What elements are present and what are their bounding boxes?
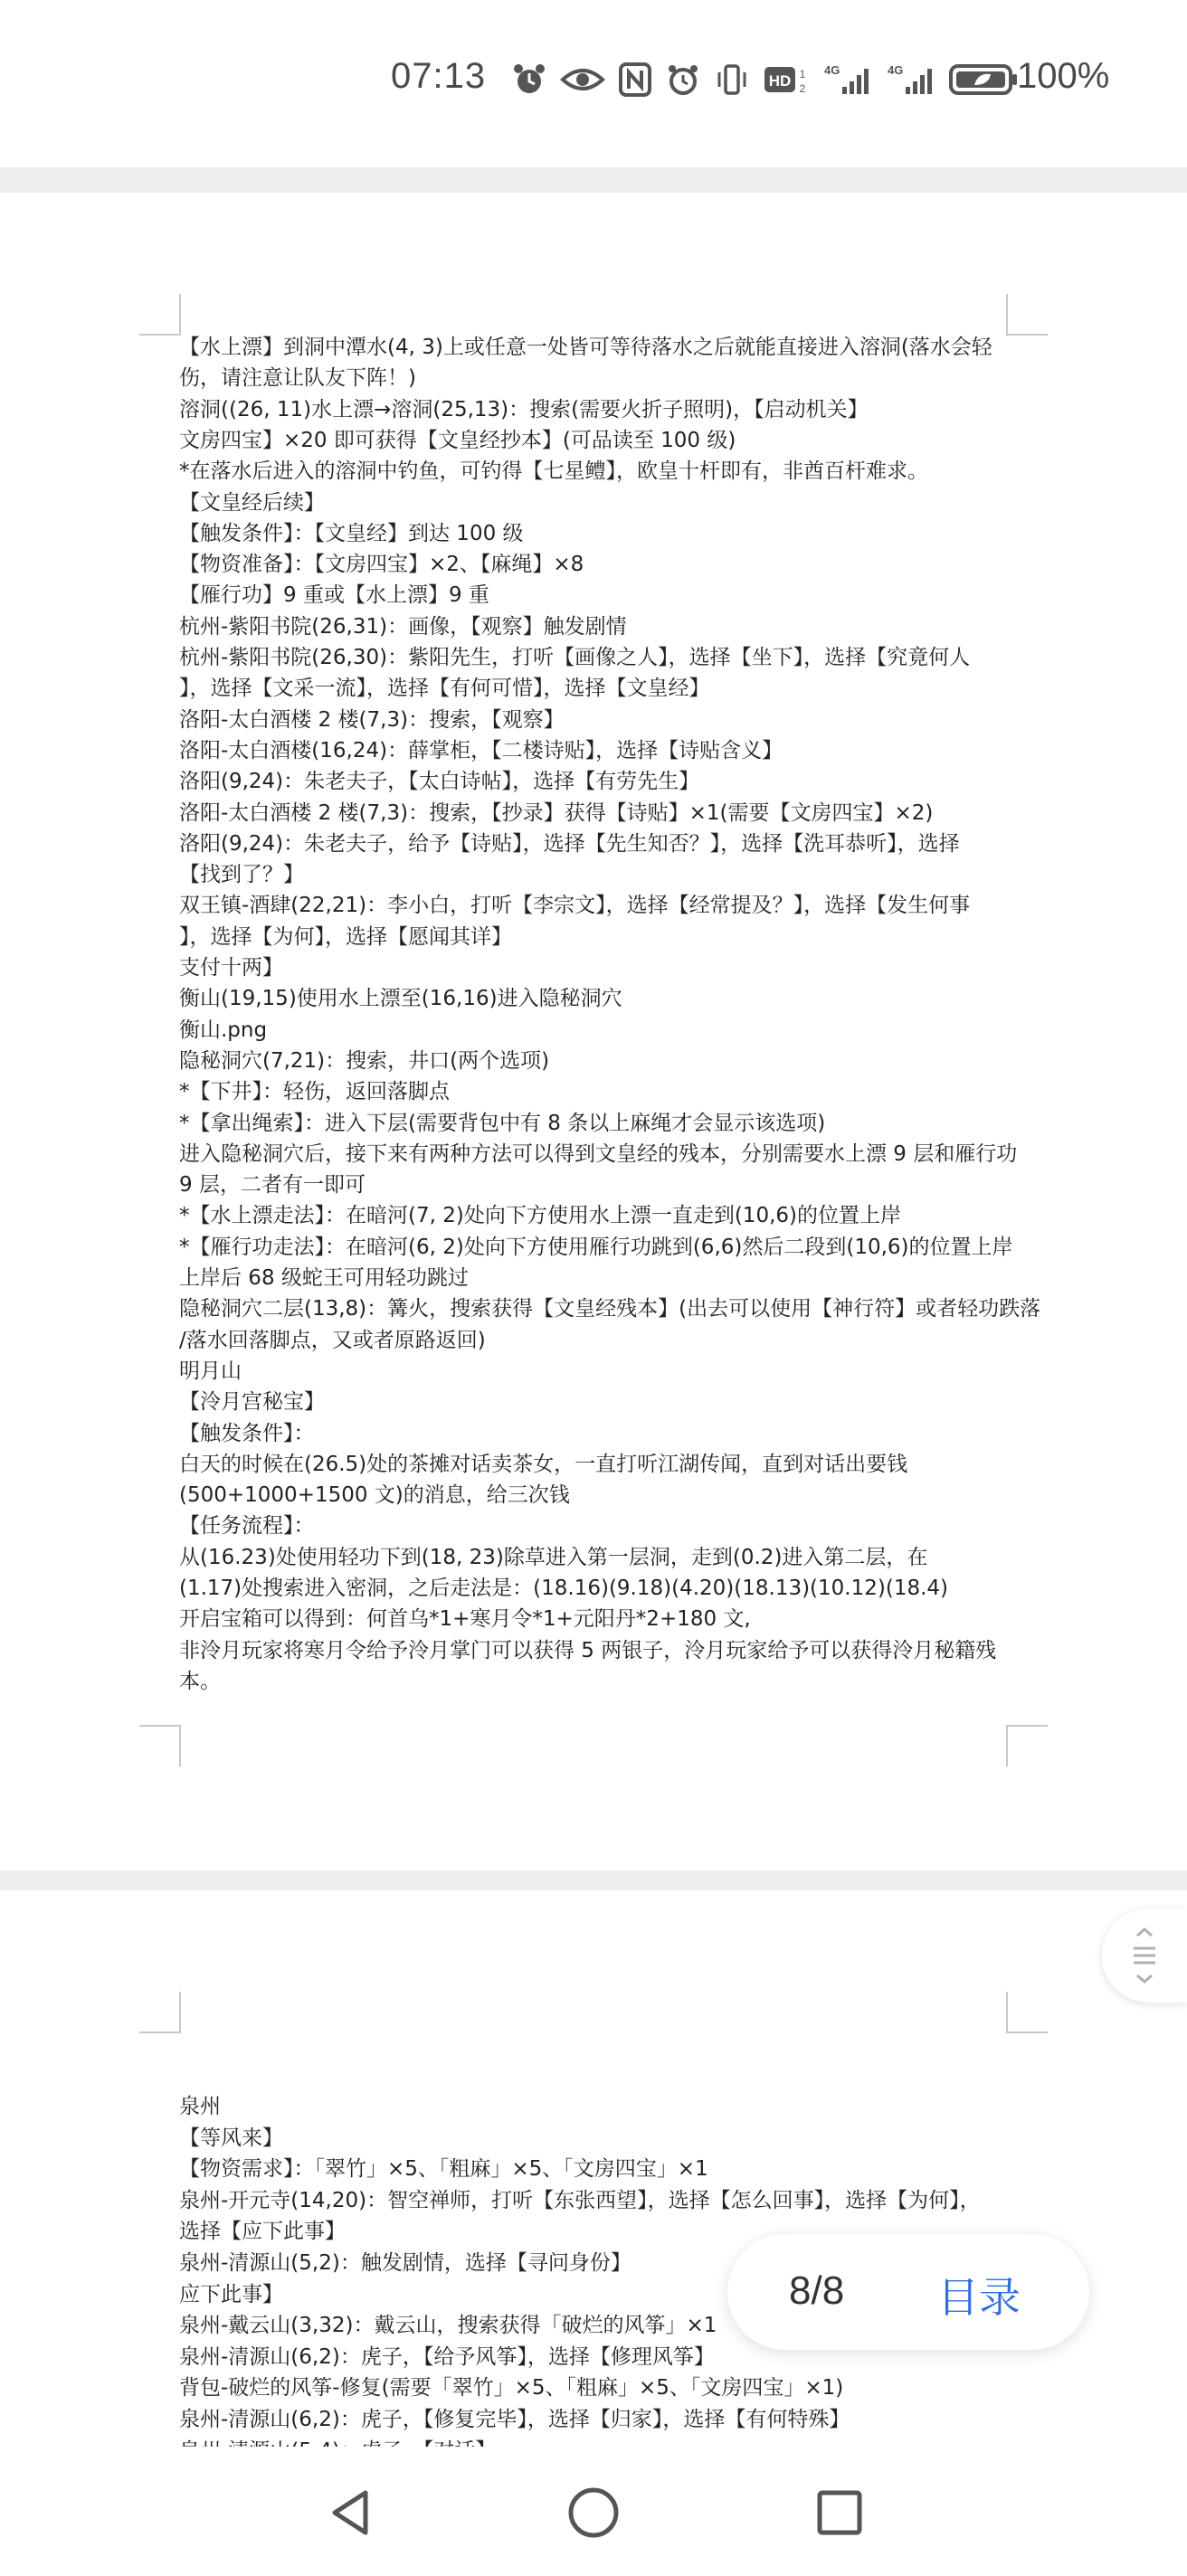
document-line: (500+1000+1500 文)的消息，给三次钱 — [179, 1483, 570, 1508]
document-line: 】，选择【文采一流】，选择【有何可惜】，选择【文皇经】 — [179, 677, 710, 701]
recents-icon — [814, 2487, 865, 2538]
page-indicator[interactable]: 8/8 — [789, 2268, 845, 2313]
page-corner-mark — [139, 1725, 181, 1766]
signal-4g-icon — [822, 62, 873, 98]
page-corner-mark — [1006, 1725, 1048, 1766]
document-line: 泉州-清源山(6,2)：虎子，【给予风筝】，选择【修理风筝】 — [179, 2344, 715, 2369]
document-line: 【触发条件】：【文皇经】到达 100 级 — [179, 521, 524, 545]
document-line: 非泠月玩家将寒月令给予泠月掌门可以获得 5 两银子，泠月玩家给予可以获得泠月秘籍残 — [179, 1638, 997, 1662]
document-line: 隐秘洞穴二层(13,8)：篝火，搜索获得【文皇经残本】(出去可以使用【神行符】或者轻功跌落 — [179, 1297, 1041, 1321]
document-line: 伤，请注意让队友下阵！) — [179, 366, 416, 391]
document-line: 支付十两】 — [179, 956, 283, 980]
signal-4g-icon — [886, 62, 936, 98]
document-line: 【等风来】 — [179, 2126, 283, 2150]
page-corner-mark — [139, 294, 181, 336]
document-line: 双王镇-酒肆(22,21)：李小白，打听【李宗文】，选择【经常提及？】，选择【发生何事 — [179, 894, 971, 918]
document-line: 【物资需求】：「翠竹」×5、「粗麻」×5、「文房四宝」×1 — [179, 2157, 708, 2182]
document-line: 进入隐秘洞穴后，接下来有两种方法可以得到文皇经的残本，分别需要水上漂 9 层和雁行功 — [179, 1141, 1018, 1166]
document-line: 洛阳-太白酒楼 2 楼(7,3)：搜索，【观察】 — [179, 707, 565, 732]
document-line: 隐秘洞穴(7,21)：搜索，井口(两个选项) — [179, 1048, 550, 1073]
document-line: *【雁行功走法】：在暗河(6, 2)处向下方使用雁行功跳到(6,6)然后二段到(10,6)的位置上岸 — [179, 1235, 1013, 1259]
document-line: *【下井】：轻伤，返回落脚点 — [179, 1080, 450, 1104]
document-line: 本。 — [179, 1669, 221, 1693]
document-line: 选择【应下此事】 — [179, 2220, 346, 2244]
status-bar — [0, 0, 1187, 167]
page-gap — [0, 167, 1187, 193]
document-line: 衡山(19,15)使用水上漂至(16,16)进入隐秘洞穴 — [179, 987, 622, 1011]
document-line: 【找到了？】 — [179, 863, 304, 887]
document-line: 泉州-清源山(6,2)：虎子，【修复完毕】，选择【归家】，选择【有何特殊】 — [179, 2408, 850, 2431]
home-button[interactable] — [559, 2478, 628, 2547]
svg-text:1: 1 — [799, 68, 806, 80]
alarm-clock-icon — [665, 62, 701, 98]
svg-text:2: 2 — [799, 82, 806, 95]
document-line: /落水回落脚点，又或者原路返回) — [179, 1328, 486, 1352]
document-line: 白天的时候在(26.5)处的茶摊对话卖茶女，一直打听江湖传闻，直到对话出要钱 — [179, 1452, 908, 1476]
document-line: 洛阳-太白酒楼(16,24)：薛掌柜，【二楼诗贴】，选择【诗贴含义】 — [179, 738, 783, 762]
document-line: 文房四宝】×20 即可获得【文皇经抄本】(可品读至 100 级) — [179, 428, 736, 452]
page-corner-mark — [1006, 294, 1048, 336]
vibrate-icon — [714, 62, 750, 98]
document-line: *在落水后进入的溶洞中钓鱼，可钓得【七星鳢】，欧皇十杆即有，非酋百杆难求。 — [179, 459, 928, 484]
document-line: 溶洞((26, 11)水上漂→溶洞(25,13)：搜索(需要火折子照明)，【启动机关】 — [179, 397, 869, 421]
status-icons — [511, 58, 1018, 101]
document-line: *【拿出绳索】：进入下层(需要背包中有 8 条以上麻绳才会显示该选项) — [179, 1111, 826, 1135]
alarm-icon — [511, 62, 547, 98]
svg-text:4G: 4G — [824, 63, 840, 77]
document-line: 【泠月宫秘宝】 — [179, 1390, 325, 1415]
document-line: 【触发条件】： — [179, 1421, 315, 1445]
nfc-icon — [618, 62, 652, 98]
svg-text:HD: HD — [768, 72, 792, 90]
battery-icon — [949, 62, 1018, 98]
document-line: 泉州-开元寺(14,20)：智空禅师，打听【东张西望】，选择【怎么回事】，选择【为何】， — [179, 2188, 981, 2212]
svg-text:4G: 4G — [888, 63, 904, 77]
document-page[interactable] — [0, 193, 1187, 1870]
document-line: 【雁行功】9 重或【水上漂】9 重 — [179, 583, 489, 608]
document-line: 衡山.png — [179, 1018, 268, 1042]
document-line: 背包-破烂的风筝-修复(需要「翠竹」×5、「粗麻」×5、「文房四宝」×1) — [179, 2376, 844, 2401]
page-corner-mark — [139, 1992, 181, 2033]
document-line: *【水上漂走法】：在暗河(7, 2)处向下方使用水上漂一直走到(10,6)的位置上岸 — [179, 1204, 901, 1228]
document-line: 【文皇经后续】 — [179, 490, 325, 515]
toc-button[interactable]: 目录 — [937, 2273, 1021, 2322]
hd-icon — [763, 62, 810, 98]
document-line: 开启宝箱可以得到：何首乌*1+寒月令*1+元阳丹*2+180 文, — [179, 1607, 751, 1632]
home-icon — [565, 2485, 622, 2541]
document-line: 【物资准备】：【文房四宝】×2、【麻绳】×8 — [179, 553, 584, 577]
recents-button[interactable] — [805, 2478, 874, 2547]
document-line: 上岸后 68 级蛇王可用轻功跳过 — [179, 1266, 469, 1290]
document-line: 杭州-紫阳书院(26,31)：画像，【观察】触发剧情 — [179, 614, 627, 639]
page-navigator — [727, 2234, 1089, 2350]
document-line: 洛阳(9,24)：朱老夫子，【太白诗帖】，选择【有劳先生】 — [179, 770, 700, 794]
page-gap — [0, 1870, 1187, 1890]
document-page[interactable] — [0, 1890, 1187, 2447]
back-button[interactable] — [318, 2478, 387, 2547]
document-line: 明月山 — [179, 1359, 242, 1383]
document-line: 】，选择【为何】，选择【愿闻其详】 — [179, 924, 512, 949]
document-line: 杭州-紫阳书院(26,30)：紫阳先生，打听【画像之人】，选择【坐下】，选择【究竟何人 — [179, 646, 971, 669]
document-line: 【水上漂】到洞中潭水(4, 3)上或任意一处皆可等待落水之后就能直接进入溶洞(落水会轻 — [179, 336, 992, 359]
drag-handle-icon — [1126, 1927, 1163, 1984]
battery-percent: 100% — [1017, 56, 1110, 96]
document-line: (1.17)处搜索进入密洞，之后走法是：(18.16)(9.18)(4.20)(18.13)(10.12)(18.4) — [179, 1577, 949, 1600]
document-line: 洛阳(9,24)：朱老夫子，给予【诗贴】，选择【先生知否？】，选择【洗耳恭听】，选择 — [179, 831, 960, 856]
document-line: 从(16.23)处使用轻功下到(18, 23)除草进入第一层洞，走到(0.2)进入第二层，在 — [179, 1545, 928, 1569]
document-line: 泉州-戴云山(3,32)：戴云山，搜索获得「破烂的风筝」×1 — [179, 2314, 717, 2338]
document-line: 泉州-清源山(5,2)：触发剧情，选择【寻问身份】 — [179, 2251, 631, 2275]
back-icon — [326, 2486, 380, 2540]
status-time: 07:13 — [391, 56, 487, 96]
document-line: 【任务流程】： — [179, 1514, 315, 1539]
document-line: 洛阳-太白酒楼 2 楼(7,3)：搜索，【抄录】获得【诗贴】×1(需要【文房四宝】×2) — [179, 800, 934, 825]
page-corner-mark — [1006, 1992, 1048, 2033]
scroll-handle[interactable] — [1102, 1908, 1187, 2003]
document-line: 泉州 — [179, 2095, 221, 2118]
document-line: 9 层，二者有一即可 — [179, 1173, 366, 1198]
eye-icon — [560, 62, 605, 98]
document-line: 应下此事】 — [179, 2282, 283, 2306]
